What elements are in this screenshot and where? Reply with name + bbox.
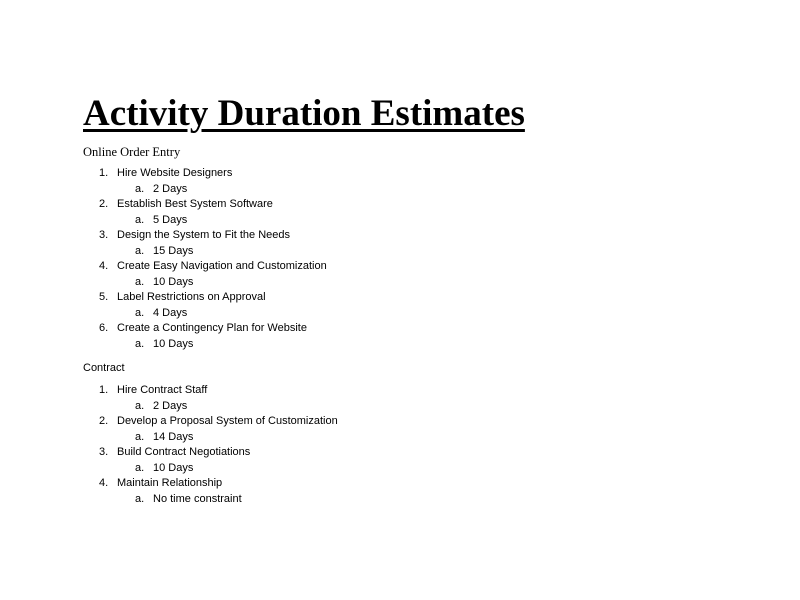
list-item: [0, 321, 800, 337]
sub-list-item: [0, 399, 800, 415]
section-heading-online-order-entry: Online Order Entry: [83, 145, 181, 159]
duration-estimate: 15 Days: [153, 244, 194, 257]
sub-list-item: [0, 492, 800, 508]
sub-item-letter: a.: [135, 244, 145, 257]
document-title: Activity Duration Estimates: [83, 93, 525, 134]
sub-list-item: [0, 244, 800, 260]
list-item: [0, 476, 800, 492]
activity-name: Design the System to Fit the Needs: [117, 229, 291, 241]
list-item: [0, 445, 800, 461]
sub-list-item: [0, 306, 800, 322]
list-item: [0, 197, 800, 213]
item-number: 2.: [99, 198, 109, 210]
duration-estimate: 2 Days: [153, 399, 188, 412]
sub-list-item: [0, 275, 800, 291]
duration-estimate: 10 Days: [153, 461, 194, 474]
contract-list: [0, 383, 800, 507]
item-number: 3.: [99, 446, 109, 458]
sub-list-item: [0, 461, 800, 477]
duration-estimate: 4 Days: [153, 306, 188, 319]
item-number: 4.: [99, 260, 109, 272]
activity-name: Hire Contract Staff: [117, 384, 208, 396]
sub-item-letter: a.: [135, 399, 145, 412]
sub-list-item: [0, 337, 800, 353]
activity-name: Create a Contingency Plan for Website: [117, 322, 307, 334]
sub-item-letter: a.: [135, 275, 145, 288]
activity-name: Establish Best System Software: [117, 198, 273, 210]
list-item: [0, 259, 800, 275]
sub-item-letter: a.: [135, 182, 145, 195]
sub-item-letter: a.: [135, 430, 145, 443]
duration-estimate: 10 Days: [153, 275, 194, 288]
activity-name: Create Easy Navigation and Customization: [117, 260, 327, 272]
activity-name: Develop a Proposal System of Customization: [117, 415, 338, 427]
item-number: 1.: [99, 167, 109, 179]
activity-name: Label Restrictions on Approval: [117, 291, 266, 303]
sub-list-item: [0, 430, 800, 446]
item-number: 5.: [99, 291, 109, 303]
item-number: 6.: [99, 322, 109, 334]
sub-item-letter: a.: [135, 213, 145, 226]
sub-item-letter: a.: [135, 306, 145, 319]
duration-estimate: 10 Days: [153, 337, 194, 350]
duration-estimate: No time constraint: [153, 492, 242, 505]
item-number: 4.: [99, 477, 109, 489]
activity-name: Maintain Relationship: [117, 477, 223, 489]
list-item: [0, 228, 800, 244]
duration-estimate: 5 Days: [153, 213, 188, 226]
item-number: 3.: [99, 229, 109, 241]
sub-list-item: [0, 182, 800, 198]
activity-name: Hire Website Designers: [117, 167, 233, 179]
duration-estimate: 2 Days: [153, 182, 188, 195]
list-item: [0, 290, 800, 306]
item-number: 2.: [99, 415, 109, 427]
sub-item-letter: a.: [135, 492, 145, 505]
list-item: [0, 166, 800, 182]
sub-list-item: [0, 213, 800, 229]
item-number: 1.: [99, 384, 109, 396]
activity-name: Build Contract Negotiations: [117, 446, 251, 458]
online-order-entry-list: [0, 166, 800, 352]
duration-estimate: 14 Days: [153, 430, 194, 443]
list-item: [0, 414, 800, 430]
sub-item-letter: a.: [135, 461, 145, 474]
sub-item-letter: a.: [135, 337, 145, 350]
list-item: [0, 383, 800, 399]
section-heading-contract: Contract: [83, 362, 125, 374]
